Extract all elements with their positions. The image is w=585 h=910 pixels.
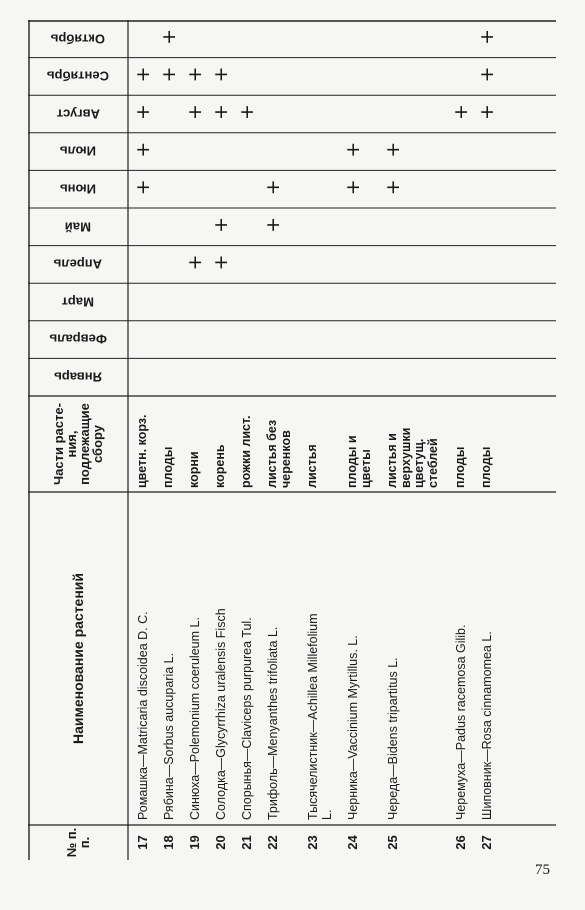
month-header: Январь xyxy=(53,369,103,385)
plant-name: Черника—Vaccinium Myrtillus. L. xyxy=(346,635,360,820)
plant-parts: плоды и цветы xyxy=(345,435,373,488)
month-header: Февраль xyxy=(49,332,107,348)
number-column-header: № п. п. xyxy=(64,827,92,858)
harvest-mark: + xyxy=(132,141,154,158)
harvest-mark: + xyxy=(184,104,206,120)
plant-name: Спорынья—Claviceps purpurea Tul. xyxy=(240,617,254,820)
plant-name: Тысячелистник—Achillea Millefolium L. xyxy=(306,613,334,820)
plant-parts: корни xyxy=(187,451,201,488)
row-number: 18 xyxy=(161,835,176,850)
harvest-mark: + xyxy=(450,104,472,120)
plant-parts: листья без черенков xyxy=(265,419,293,488)
plant-parts: листья xyxy=(305,444,319,488)
harvest-mark: + xyxy=(342,141,364,158)
plant-parts: рожки лист. xyxy=(239,415,253,488)
plant-parts: плоды xyxy=(161,446,175,488)
row-number: 21 xyxy=(239,835,254,850)
month-header: Сентябрь xyxy=(46,68,110,84)
plant-harvest-calendar-table xyxy=(28,20,556,860)
row-number: 26 xyxy=(453,835,468,850)
harvest-mark: + xyxy=(132,179,154,196)
harvest-mark: + xyxy=(210,254,232,271)
row-number: 27 xyxy=(479,835,494,850)
harvest-mark: + xyxy=(184,66,206,83)
plant-name: Шиповник—Rosa cinnamomea L. xyxy=(480,631,494,820)
row-number: 20 xyxy=(213,835,228,850)
row-number: 22 xyxy=(265,835,280,850)
plant-name: Трифоль—Menyanthes trifoliata L. xyxy=(266,626,280,820)
parts-column-header: Части расте- ния, подлежащие сбору xyxy=(51,403,105,485)
month-header: Июнь xyxy=(59,181,97,197)
month-header: Май xyxy=(64,219,92,235)
harvest-mark: + xyxy=(476,104,498,120)
plant-parts: листья и верхушки цветущ. стеблей xyxy=(385,427,440,488)
harvest-mark: + xyxy=(262,216,284,233)
harvest-mark: + xyxy=(476,66,498,83)
harvest-mark: + xyxy=(132,66,154,83)
plant-name: Черемуха—Padus racemosa Gilib. xyxy=(454,624,468,820)
month-header: Август xyxy=(56,106,100,122)
row-number: 23 xyxy=(305,835,320,850)
harvest-mark: + xyxy=(476,28,498,45)
page-number: 75 xyxy=(535,862,550,878)
plant-parts: цветн. корз. xyxy=(135,414,149,488)
harvest-mark: + xyxy=(158,28,180,45)
plant-name: Череда—Bidens tripartitus L. xyxy=(386,657,400,820)
plant-name: Ромашка—Matricaria discoidea D. C. xyxy=(136,611,150,820)
harvest-mark: + xyxy=(184,254,206,271)
plant-name: Синюха—Polemonium coeruleum L. xyxy=(188,617,202,820)
harvest-mark: + xyxy=(262,179,284,196)
harvest-mark: + xyxy=(132,104,154,120)
row-number: 17 xyxy=(135,835,150,850)
month-header: Март xyxy=(61,294,95,310)
plant-parts: корень xyxy=(213,444,227,488)
row-number: 24 xyxy=(345,835,360,850)
harvest-mark: + xyxy=(382,179,404,196)
harvest-mark: + xyxy=(342,179,364,196)
plant-name: Солодка—Glycyrrhiza uralensis Fisch xyxy=(214,608,228,820)
name-column-header: Наименование растений xyxy=(69,572,86,745)
harvest-mark: + xyxy=(210,104,232,120)
harvest-mark: + xyxy=(382,141,404,158)
month-header: Октябрь xyxy=(50,31,106,47)
month-header: Июль xyxy=(59,144,97,160)
plant-parts: плоды xyxy=(479,446,493,488)
harvest-mark: + xyxy=(158,66,180,83)
plant-name: Рябина—Sorbus aucuparia L. xyxy=(162,652,176,820)
harvest-mark: + xyxy=(236,104,258,120)
plant-parts: плоды xyxy=(453,446,467,488)
harvest-mark: + xyxy=(210,216,232,233)
row-number: 19 xyxy=(187,835,202,850)
harvest-mark: + xyxy=(210,66,232,83)
row-number: 25 xyxy=(385,835,400,850)
month-header: Апрель xyxy=(53,256,103,272)
